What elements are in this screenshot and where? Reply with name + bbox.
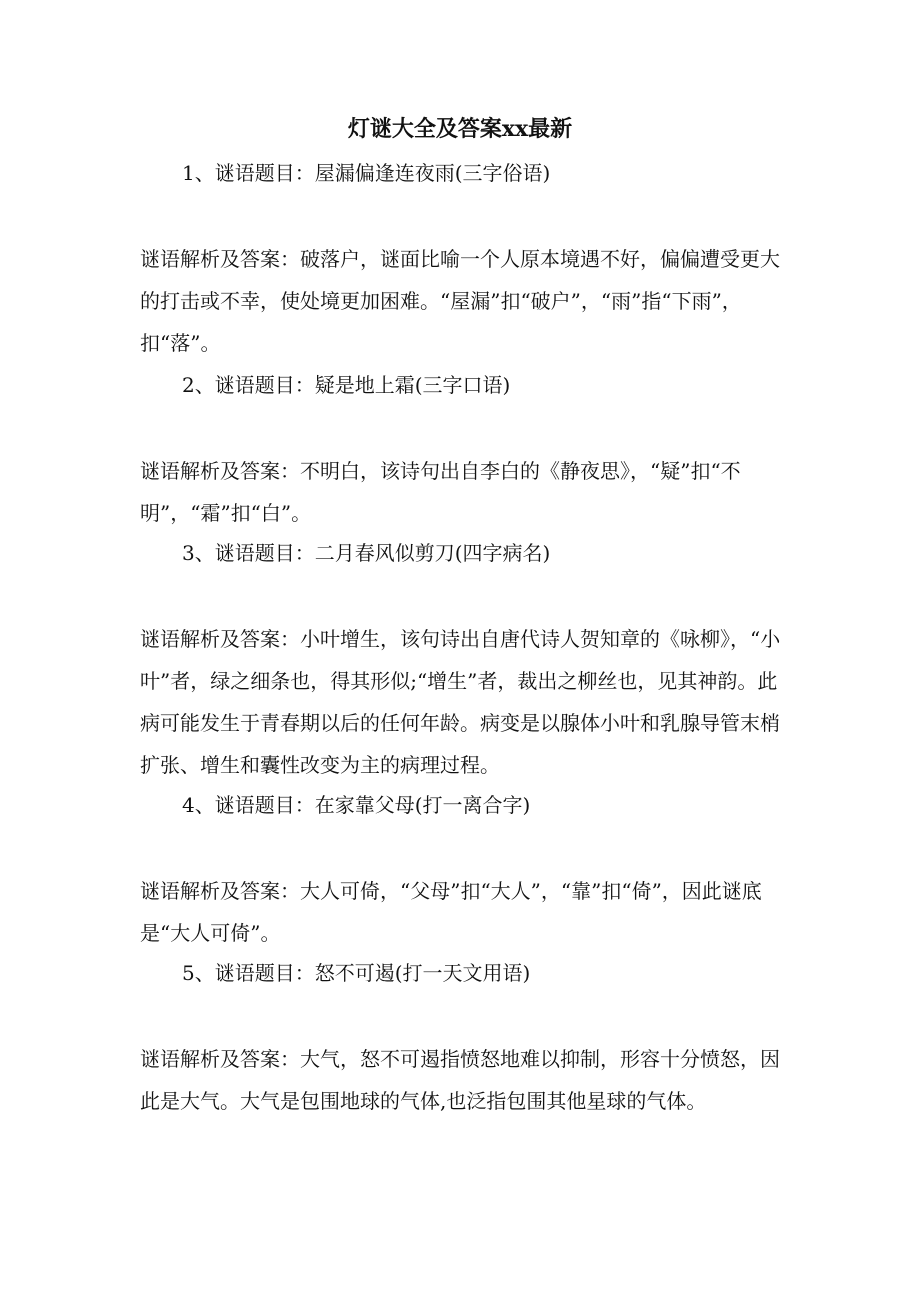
- riddle-question-3: 3、谜语题目：二月春风似剪刀(四字病名): [182, 541, 551, 565]
- riddle-answer-3: 谜语解析及答案：小叶增生，该句诗出自唐代诗人贺知章的《咏柳》，“小叶”者，绿之细条也，得其形似;“增生”者，裁出之柳丝也，见其神韵。此病可能发生于青春期以后的任何年龄。病变是以腺体小叶和乳腺导管末梢扩张、增生和囊性改变为主的病理过程。: [140, 627, 781, 777]
- riddle-answer-2: 谜语解析及答案：不明白，该诗句出自李白的《静夜思》，“疑”扣“不明”，“霜”扣“白”。: [140, 459, 741, 525]
- riddle-question-1: 1、谜语题目：屋漏偏逢连夜雨(三字俗语): [182, 161, 551, 185]
- riddle-answer-5: 谜语解析及答案：大气，怒不可遏指愤怒地难以抑制，形容十分愤怒，因此是大气。大气是包围地球的气体,也泛指包围其他星球的气体。: [140, 1047, 780, 1113]
- riddle-answer-1: 谜语解析及答案：破落户，谜面比喻一个人原本境遇不好，偏偏遭受更大的打击或不幸，使处境更加困难。“屋漏”扣“破户”，“雨”指“下雨”，扣“落”。: [140, 247, 780, 355]
- riddle-question-2: 2、谜语题目：疑是地上霜(三字口语): [182, 373, 511, 397]
- riddle-answer-4: 谜语解析及答案：大人可倚，“父母”扣“大人”，“靠”扣“倚”，因此谜底是“大人可倚”。: [140, 879, 762, 945]
- page-title: 灯谜大全及答案xx最新: [347, 116, 573, 142]
- riddle-question-4: 4、谜语题目：在家靠父母(打一离合字): [182, 793, 531, 817]
- riddle-question-5: 5、谜语题目：怒不可遏(打一天文用语): [182, 961, 531, 985]
